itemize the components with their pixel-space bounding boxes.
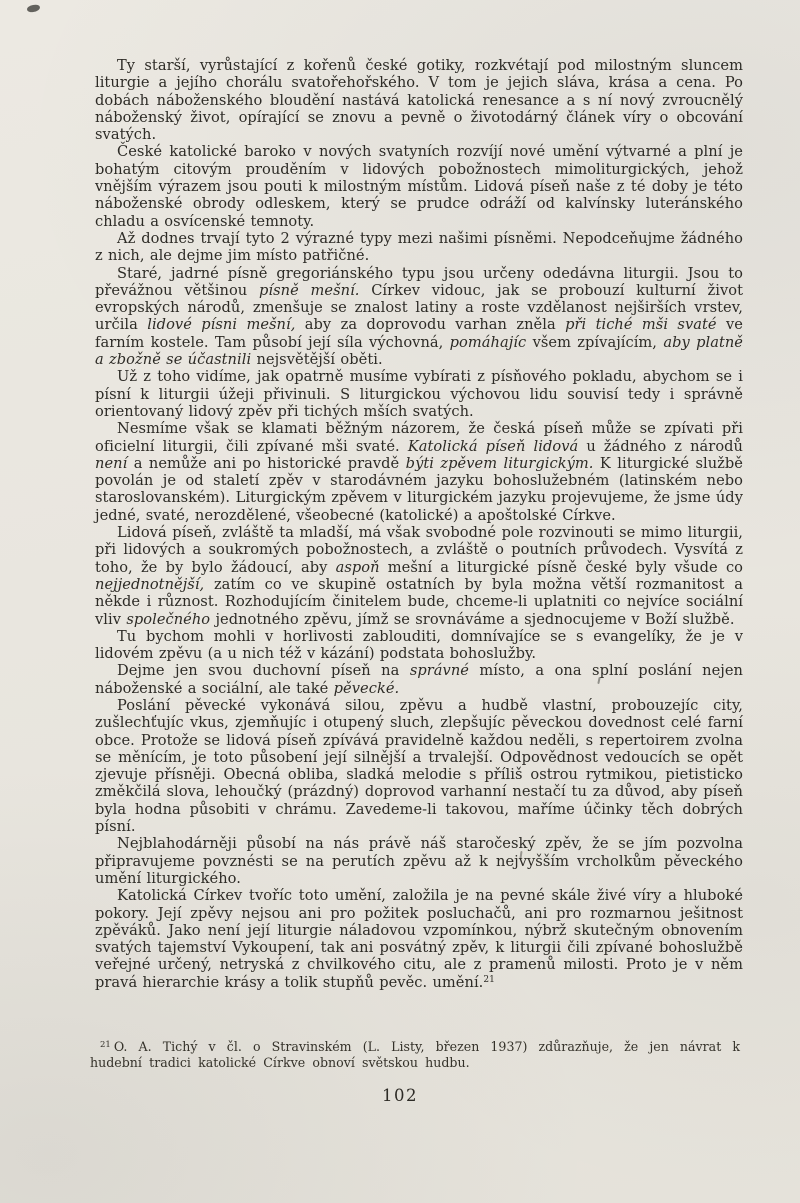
footnote-reference: 21 bbox=[483, 974, 495, 985]
italic-run: nejjednotnější, bbox=[95, 575, 205, 593]
footnote bbox=[90, 1039, 740, 1071]
paragraph-12 bbox=[95, 887, 743, 991]
paragraph-8 bbox=[95, 628, 743, 663]
scan-speck bbox=[27, 4, 41, 13]
paragraph-6 bbox=[95, 420, 743, 524]
italic-run: pěvecké. bbox=[333, 679, 400, 697]
footnote-marker: 21 bbox=[100, 1040, 111, 1050]
text-run: Až dodnes trvají tyto 2 výrazné typy mezi našimi písněmi. Nepodceňujme žádného z nich, ale dejme jim místo patřičné. bbox=[95, 229, 743, 265]
paragraph-7 bbox=[95, 524, 743, 628]
text-block bbox=[95, 57, 743, 991]
text-run: Dejme jen svou duchovní píseň na bbox=[117, 662, 410, 680]
italic-run: při tiché mši svaté bbox=[565, 316, 717, 334]
text-run: Církev vidouc, jak se probouzí kulturní život evropských národů, zmenšuje se znalost latiny a roste vzdělanost nejširších vrstev, určila bbox=[95, 281, 743, 334]
text-run: všem zpívajícím, bbox=[526, 333, 664, 351]
text-run: jednotného zpěvu, jímž se srovnáváme a sjednocujeme v Boží službě. bbox=[210, 610, 735, 628]
paragraph-5 bbox=[95, 368, 743, 420]
text-run: místo, a ona splní poslání nejen náboženské a sociální, ale také bbox=[95, 662, 743, 697]
paragraph-4 bbox=[95, 265, 743, 369]
paragraph-1 bbox=[95, 57, 743, 143]
text-run: Katolická Církev tvoříc toto umění, založila je na pevné skále živé víry a hluboké pokory. Její zpěvy nejsou ani pro požitek posluchačů, ani pro rozmarnou ješitnost zpěváků. Jako není její liturgie náladovou vzpomínkou, nýbrž skutečným obnovením svatých tajemství Vykoupení, tak ani posvátný zpěv, k liturgii čili zpívané bohoslužbě veřejné určený, netryská z chvilkového citu, ale z pramenů milosti. Proto je v něm pravá hierarchie krásy a tolik stupňů pevěc. umění. bbox=[95, 887, 743, 991]
italic-run: pomáhajíc bbox=[449, 333, 527, 351]
italic-run: není bbox=[95, 454, 128, 472]
text-run: Nesmíme však se klamati běžným názorem, že česká píseň může se zpívati při oficielní liturgii, čili zpívané mši svaté. bbox=[95, 420, 743, 455]
italic-run: aby platně a zbožně se účastnili bbox=[95, 333, 743, 369]
text-run: Už z toho vidíme, jak opatrně musíme vybírati z písňového pokladu, abychom se i písní k liturgii úžeji přivinuli. S liturgickou výchovou lidu souvisí tedy i správně orientovaný lidový zpěv při tichých mších svatých. bbox=[95, 368, 743, 420]
footnote-text: O. A. Tichý v čl. o Stravinském (L. Listy, březen 1937) zdůrazňuje, že jen návrat k hudební tradici katolické Církve obnoví světskou hudbu. bbox=[90, 1039, 740, 1070]
italic-run: Katolická píseň lidová bbox=[407, 437, 579, 455]
text-run: Tu bychom mohli v horlivosti zablouditi, domnívajíce se s evangelíky, že je v lidovém zpěvu (a u nich též v kázání) podstata bohoslužby. bbox=[95, 627, 743, 663]
italic-run: písně mešní. bbox=[258, 281, 360, 299]
text-run: Nejblahodárněji působí na nás právě náš staročeský zpěv, že se jím pozvolna připravujeme povznésti se na perutích zpěvu až k nejvyšším vrcholkům pěveckého umění liturgického. bbox=[95, 835, 743, 887]
paragraph-2 bbox=[95, 143, 743, 229]
italic-run: společného bbox=[126, 610, 211, 628]
italic-run: správné bbox=[409, 662, 469, 680]
paragraph-10 bbox=[95, 697, 743, 835]
text-run: Lidová píseň, zvláště ta mladší, má však svobodné pole rozvinouti se mimo liturgii, při lidových a soukromých pobožnostech, a zvláště o poutních průvodech. Vysvítá z toho, že by bylo žádoucí, aby bbox=[95, 524, 743, 576]
text-run: zatím co ve skupině ostatních by byla možna větší rozmanitost a někde i různost. Rozhodujícím činitelem bude, chceme-li uplatniti co nejvíce sociální vliv bbox=[95, 575, 743, 628]
paragraph-3 bbox=[95, 230, 743, 265]
text-run: Ty starší, vyrůstající z kořenů české gotiky, rozkvétají pod milostným sluncem liturgie a jejího chorálu svatořehořského. V tom je jejich sláva, krása a cena. Po dobách náboženského bloudění nastává katolická renesance a s ní nový zvroucnělý náboženský život, opírající se znovu a pevně o životodárný článek víry o obcování svatých. bbox=[95, 57, 743, 144]
text-run: nejsvětější oběti. bbox=[251, 351, 383, 369]
italic-run: lidové písni mešní, bbox=[147, 316, 296, 334]
text-run: Staré, jadrné písně gregoriánského typu jsou určeny odedávna liturgii. Jsou to převážnou většinou bbox=[95, 264, 743, 299]
text-run: K liturgické službě povolán je od staletí zpěv v starodávném jazyku bohoslužebném (latinském nebo staroslovanském). Liturgickým zpěvem v liturgickém jazyku projevujeme, že jsme údy jedné, svaté, nerozdělené, všeobecné (katolické) a apoštolské Církve. bbox=[95, 454, 743, 524]
text-run: aby za doprovodu varhan zněla bbox=[295, 316, 566, 334]
text-run: České katolické baroko v nových svatyních rozvíjí nové umění výtvarné a plní je bohatým citovým prouděním v lidových pobožnostech mimoliturgických, jehož vnějším výrazem jsou pouti k milostným místům. Lidová píseň naše z té doby je této náboženské obrody odleskem, který se prudce odráží od kalvínsky luteránského chladu a osvícenské temnoty. bbox=[95, 143, 743, 230]
text-run: Poslání pěvecké vykonává silou, zpěvu a hudbě vlastní, probouzejíc city, zušlechťujíc vkus, zjemňujíc i otupený sluch, zlepšujíc pěveckou dovednost celé farní obce. Protože se lidová píseň zpívává pravidelně každou neděli, s repertoirem zvolna se měnícím, je toto působení její silnější a trvalejší. Odpovědnost vedoucích se opět zjevuje přísněji. Obecná obliba, sladká melodie s příliš ostrou rytmikou, pietisticko změkčilá slova, lehoučký (prázdný) doprovod varhanní nestačí tu za důvod, aby píseň byla hodna působiti v chrámu. Zavedeme-li takovou, maříme účinky těch dobrých písní. bbox=[95, 696, 743, 836]
italic-run: aspoň bbox=[335, 558, 380, 576]
paragraph-9 bbox=[95, 662, 743, 697]
text-run: ve farním kostele. Tam působí její síla výchovná, bbox=[95, 316, 743, 351]
text-run: u žádného z národů bbox=[578, 437, 743, 455]
italic-run: býti zpěvem liturgickým. bbox=[405, 454, 594, 472]
text-run: mešní a liturgické písně české byly všude co bbox=[379, 558, 744, 576]
paragraph-11 bbox=[95, 835, 743, 887]
text-run: a nemůže ani po historické pravdě bbox=[127, 454, 406, 472]
page-number: 102 bbox=[382, 1086, 418, 1105]
